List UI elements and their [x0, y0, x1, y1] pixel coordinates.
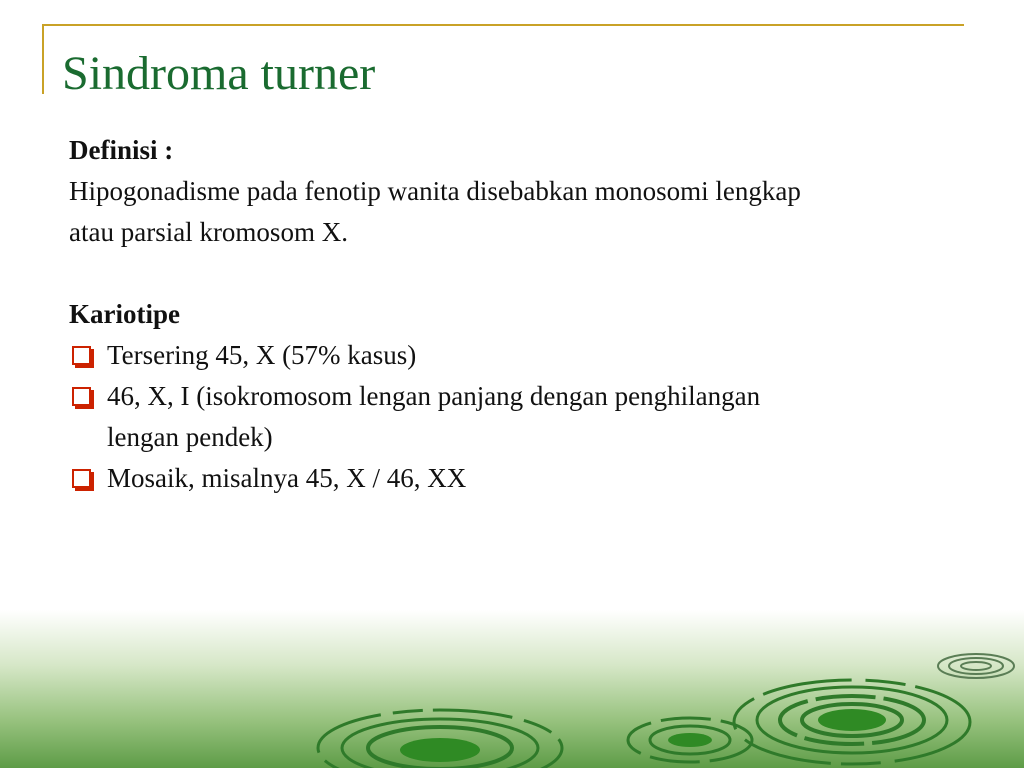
frame-left-line [42, 24, 44, 94]
slide-title: Sindroma turner [62, 47, 376, 100]
square-checkbox-icon [72, 469, 91, 488]
bullet-text: Tersering 45, X (57% kasus) [107, 340, 417, 370]
slide-body [69, 130, 1009, 499]
bullet-text: 46, X, I (isokromosom lengan panjang dengan penghilangan [107, 381, 761, 411]
bullet-text-continued: lengan pendek) [107, 422, 273, 452]
spacer [69, 253, 1009, 294]
square-checkbox-icon [72, 387, 91, 406]
bullet-item [69, 458, 1009, 499]
bullet-continuation [69, 417, 1009, 458]
bullet-text: Mosaik, misalnya 45, X / 46, XX [107, 463, 467, 493]
square-checkbox-icon [72, 346, 91, 365]
karyotype-heading: Kariotipe [69, 299, 180, 329]
definition-heading: Definisi : [69, 135, 174, 165]
decorative-ripple-rings [0, 610, 1024, 768]
definition-line-2: atau parsial kromosom X. [69, 217, 348, 247]
bullet-item [69, 335, 1009, 376]
definition-line-1: Hipogonadisme pada fenotip wanita disebabkan monosomi lengkap [69, 176, 801, 206]
bullet-item [69, 376, 1009, 417]
frame-top-line [42, 24, 964, 26]
